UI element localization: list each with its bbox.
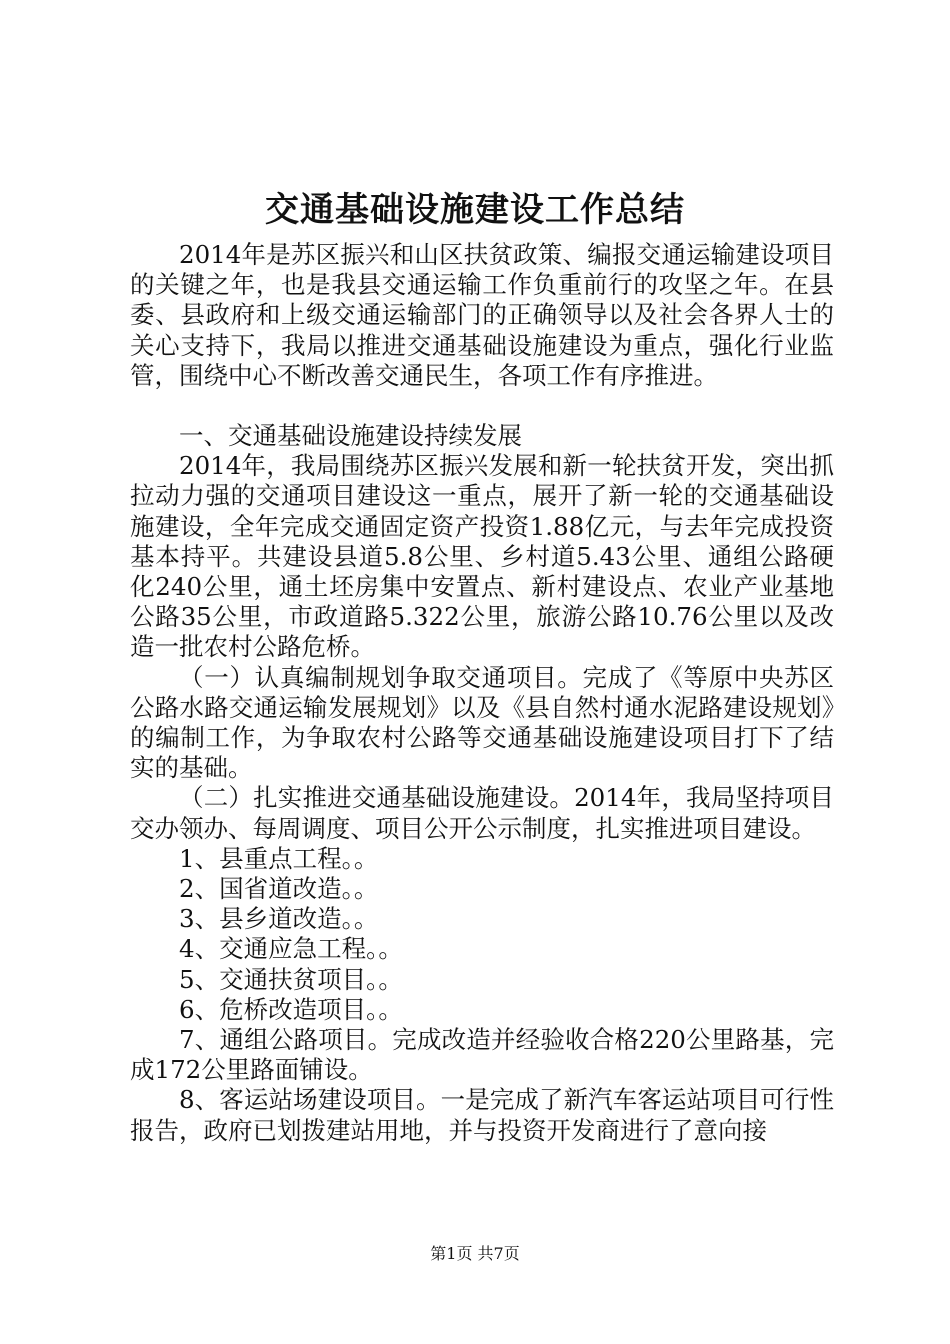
list-item: 3、县乡道改造。。 — [179, 904, 379, 934]
paragraph-spacer — [130, 391, 834, 421]
list-item: 7、通组公路项目。完成改造并经验收合格220公里路基，完成172公里路面铺设。 — [130, 1025, 834, 1085]
list-item: 4、交通应急工程。。 — [179, 934, 403, 964]
subsection-paragraph: （二）扎实推进交通基础设施建设。2014年，我局坚持项目交办领办、每周调度、项目公开公示制度，扎实推进项目建设。 — [130, 783, 834, 843]
document-title: 交通基础设施建设工作总结 — [265, 190, 685, 230]
list-item: 8、客运站场建设项目。一是完成了新汽车客运站项目可行性报告，政府已划拨建站用地，并与投资开发商进行了意向接 — [130, 1085, 834, 1145]
list-item: 5、交通扶贫项目。。 — [179, 964, 403, 994]
section-heading: 一、交通基础设施建设持续发展 — [179, 421, 522, 451]
list-item: 1、县重点工程。。 — [179, 843, 379, 873]
list-item: 2、国省道改造。。 — [179, 874, 379, 904]
intro-paragraph: 2014年是苏区振兴和山区扶贫政策、编报交通运输建设项目的关键之年，也是我县交通运输工作负重前行的攻坚之年。在县委、县政府和上级交通运输部门的正确领导以及社会各界人士的关心支持下，我局以推进交通基础设施建设为重点，强化行业监管，围绕中心不断改善交通民生，各项工作有序推进。 — [130, 240, 834, 390]
document-body — [130, 240, 834, 1146]
list-item: 6、危桥改造项目。。 — [179, 994, 403, 1024]
subsection-paragraph: （一）认真编制规划争取交通项目。完成了《等原中央苏区公路水路交通运输发展规划》以及《县自然村通水泥路建设规划》的编制工作，为争取农村公路等交通基础设施建设项目打下了结实的基础。 — [130, 662, 834, 783]
page-number-footer: 第1页 共7页 — [430, 1244, 520, 1263]
body-paragraph: 2014年，我局围绕苏区振兴发展和新一轮扶贫开发，突出抓拉动力强的交通项目建设这一重点，展开了新一轮的交通基础设施建设，全年完成交通固定资产投资1.88亿元，与去年完成投资基本持平。共建设县道5.8公里、乡村道5.43公里、通组公路硬化240公里，通土坯房集中安置点、新村建设点、农业产业基地公路35公里，市政道路5.322公里，旅游公路10.76公里以及改造一批农村公路危桥。 — [130, 451, 834, 662]
